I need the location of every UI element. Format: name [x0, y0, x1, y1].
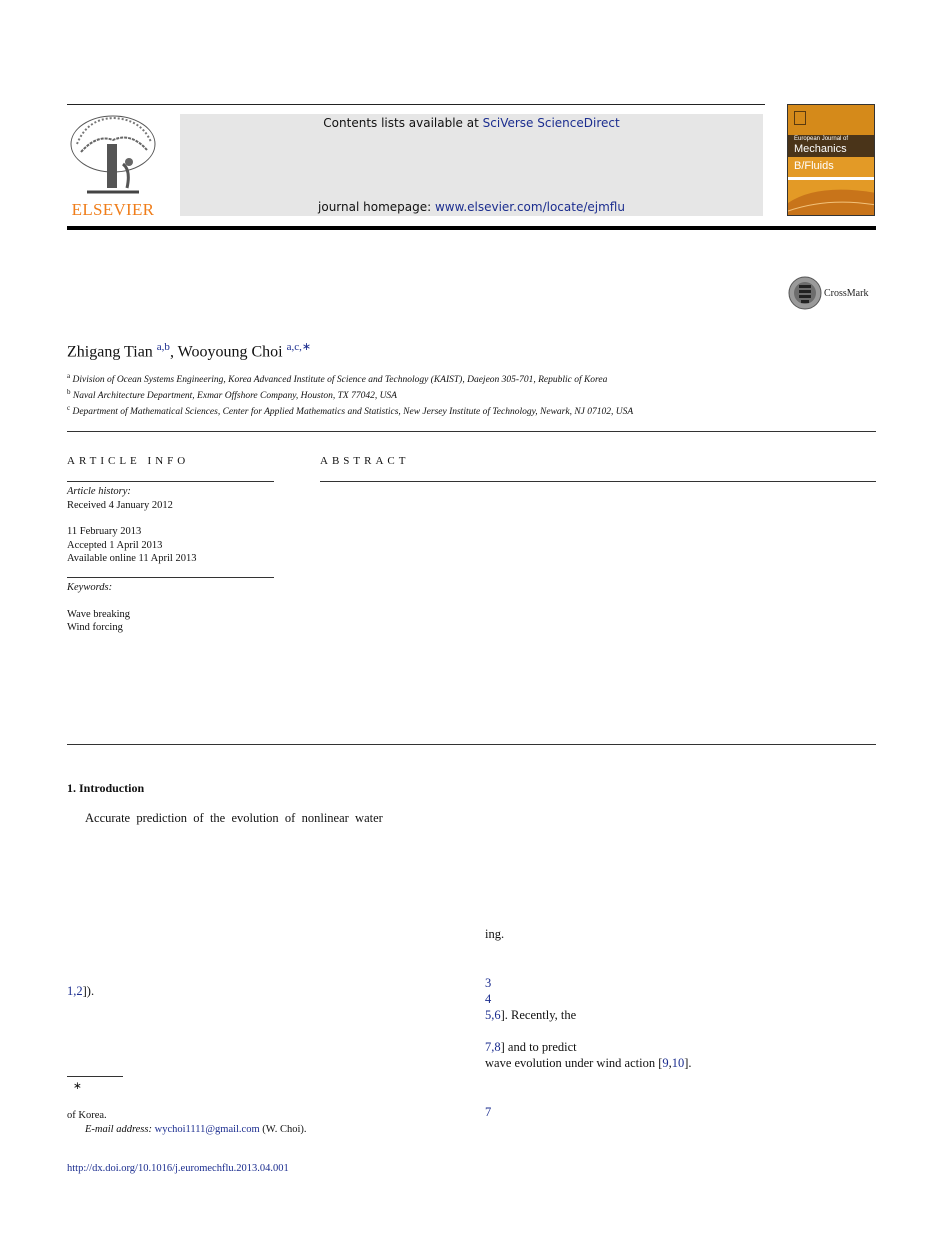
footnote-rule [67, 1076, 123, 1077]
online-date: Available online 11 April 2013 [67, 553, 197, 564]
affiliation [67, 388, 397, 401]
cover-logo-icon [794, 111, 806, 125]
journal-cover[interactable] [787, 104, 875, 216]
citation-link[interactable]: 10 [671, 1056, 685, 1070]
divider [67, 577, 274, 578]
contents-prefix: Contents lists available at [323, 116, 483, 130]
abstract-heading: ABSTRACT [320, 455, 410, 467]
citation-link[interactable]: 7,8 [485, 1040, 501, 1054]
affiliation-text: Naval Architecture Department, Exmar Offshore Company, Houston, TX 77042, USA [72, 391, 397, 402]
received-date: Received 4 January 2012 [67, 499, 173, 511]
keyword-item: Wind forcing [67, 622, 123, 633]
elsevier-logo [67, 114, 159, 218]
email-suffix: (W. Choi). [259, 1124, 307, 1135]
footnote-text: of Korea. [67, 1110, 107, 1121]
introduction-heading: 1. Introduction [67, 781, 145, 795]
citation-link[interactable]: 3 [485, 976, 492, 990]
header-bottom-rule [67, 226, 876, 230]
article-info-heading: ARTICLE INFO [67, 455, 190, 467]
author-affiliation-mark[interactable]: a,c,∗ [286, 341, 312, 353]
contents-line [180, 116, 763, 130]
cover-subtitle: B/Fluids [794, 160, 834, 172]
author-affiliation-mark[interactable]: a,b [156, 341, 170, 353]
citation-suffix: ]). [82, 984, 95, 998]
divider [320, 481, 876, 482]
intro-first-line: Accurate prediction of the evolution of nonlinear water [85, 811, 383, 825]
affiliation-mark: b [67, 388, 71, 396]
homepage-line [180, 200, 763, 214]
affiliation-text: Department of Mathematical Sciences, Center for Applied Mathematics and Statistics, New Jersey Institute of Technology, Newark, NJ 07102, USA [72, 407, 634, 418]
citation-link[interactable]: 5,6 [485, 1008, 501, 1022]
divider [67, 431, 876, 432]
footnote-star: ∗ [73, 1081, 82, 1092]
intro-left-refs [67, 984, 94, 999]
cover-title-small: European Journal of [794, 136, 849, 142]
citation-link[interactable]: 1,2 [67, 984, 83, 998]
citation-suffix: ]. Recently, the [500, 1008, 577, 1022]
author-name: Zhigang Tian [67, 343, 153, 361]
journal-homepage-link[interactable]: www.elsevier.com/locate/ejmflu [434, 200, 625, 214]
divider [67, 481, 274, 482]
revised-date: 11 February 2013 [67, 526, 142, 537]
history-label: Article history: [67, 486, 131, 497]
keywords-label: Keywords: [67, 582, 113, 593]
author-list [67, 340, 311, 361]
email-link[interactable]: wychoi1111@gmail.com [154, 1124, 260, 1135]
citation-link[interactable]: 7 [485, 1105, 492, 1119]
crossmark-icon [788, 276, 824, 312]
citation-separator: , [668, 1056, 672, 1070]
author-separator: , [169, 343, 178, 361]
cover-title: Mechanics [794, 143, 847, 155]
affiliation [67, 404, 633, 417]
email-line [85, 1123, 307, 1137]
sciencedirect-link[interactable]: SciVerse ScienceDirect [482, 116, 620, 130]
intro-right-line [485, 1040, 577, 1055]
journal-header-box [180, 114, 763, 216]
keyword-item: Wave breaking [67, 608, 130, 620]
publisher-name: ELSEVIER [71, 200, 155, 219]
citation-link[interactable]: 4 [485, 992, 492, 1006]
divider [67, 744, 876, 745]
accepted-date: Accepted 1 April 2013 [67, 539, 163, 551]
intro-right-line [485, 1056, 692, 1071]
affiliation-mark: c [67, 404, 71, 412]
citation-suffix: ] and to predict [500, 1040, 577, 1054]
cover-stripe [788, 177, 874, 180]
cover-wave-icon [788, 183, 875, 216]
affiliation-mark: a [67, 372, 71, 380]
intro-right-text: ing. [485, 927, 505, 941]
crossmark-badge[interactable] [788, 276, 878, 312]
citation-prefix: wave evolution under wind action [ [485, 1056, 663, 1070]
doi-link[interactable]: http://dx.doi.org/10.1016/j.euromechflu.2013.04.001 [67, 1163, 289, 1174]
crossmark-label: CrossMark [824, 288, 869, 299]
author-name: Wooyoung Choi [177, 343, 283, 361]
homepage-prefix: journal homepage: [318, 200, 435, 214]
affiliation [67, 372, 607, 385]
header-top-rule [67, 104, 765, 105]
tree-icon [67, 114, 159, 200]
email-label: E-mail address: [85, 1124, 155, 1135]
keywords-block [67, 581, 130, 635]
article-history [67, 485, 196, 566]
intro-right-line [485, 1008, 576, 1023]
affiliation-text: Division of Ocean Systems Engineering, Korea Advanced Institute of Science and Technology (KAIST), Daejeon 305-701, Republic of Korea [72, 375, 608, 386]
citation-link[interactable]: 9 [662, 1056, 669, 1070]
citation-suffix: ]. [684, 1056, 692, 1070]
